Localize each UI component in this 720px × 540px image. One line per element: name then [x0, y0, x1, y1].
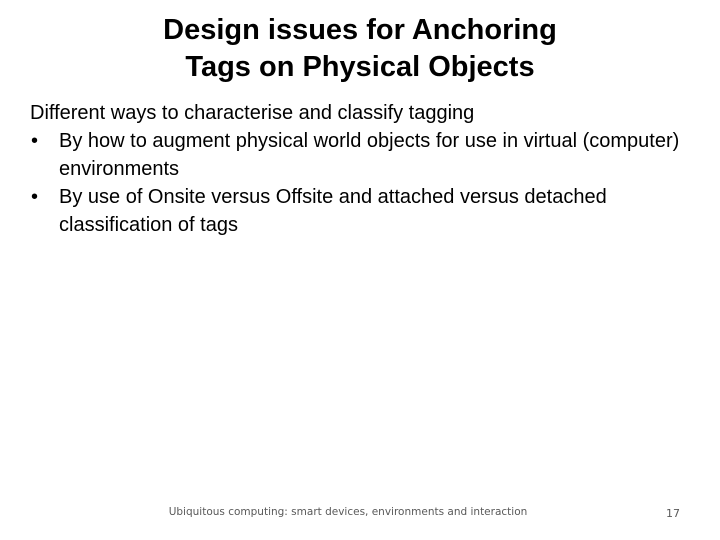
slide-footer: Ubiquitous computing: smart devices, environments and interaction: [168, 506, 528, 518]
bullet-icon: •: [31, 186, 39, 208]
bullet-item: [30, 183, 690, 239]
bullet-list: [30, 127, 690, 239]
bullet-item: [30, 127, 690, 183]
slide-title: [60, 12, 660, 86]
page-number: 17: [666, 507, 680, 520]
bullet-text: By how to augment physical world objects for use in virtual (computer) environments: [59, 130, 680, 180]
bullet-icon: •: [31, 130, 39, 152]
intro-text: Different ways to characterise and classify tagging: [30, 102, 475, 124]
bullet-text: By use of Onsite versus Offsite and attached versus detached classification of tags: [59, 186, 607, 236]
slide-title-line-2: Tags on Physical Objects: [185, 51, 535, 83]
slide-body: [30, 99, 690, 239]
slide-title-line-1: Design issues for Anchoring: [163, 14, 557, 46]
